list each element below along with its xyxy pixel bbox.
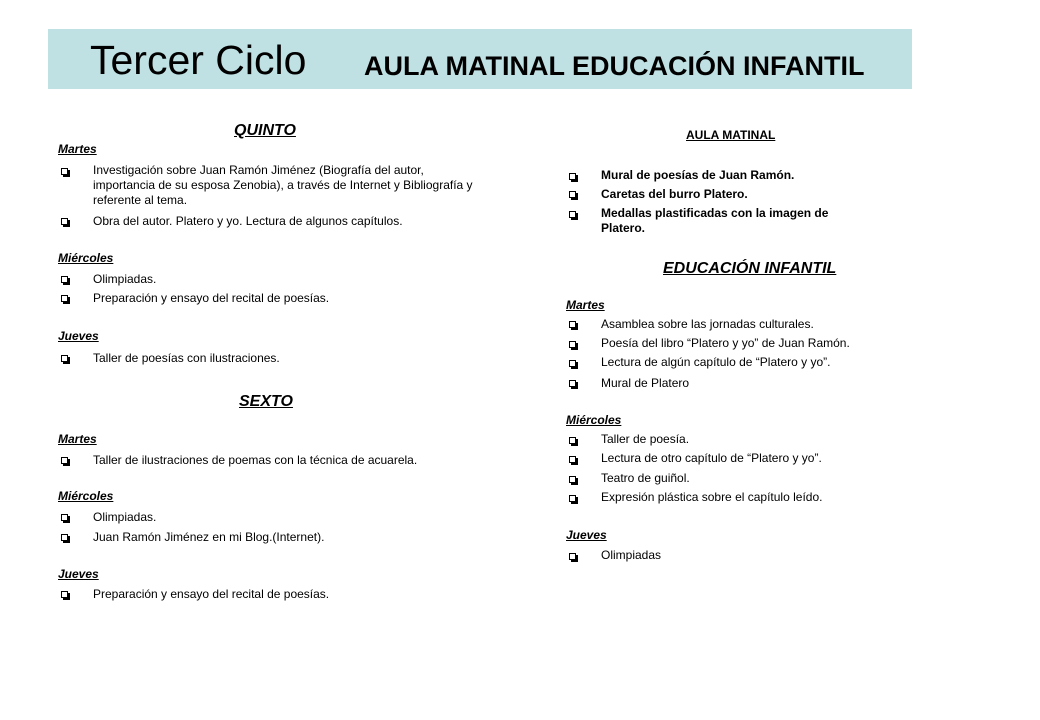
- sexto-miercoles-item-2: Juan Ramón Jiménez en mi Blog.(Internet).: [93, 530, 325, 544]
- aula-heading: AULA MATINAL: [686, 128, 776, 142]
- quinto-heading: QUINTO: [234, 122, 296, 139]
- infantil-miercoles-item-3: Teatro de guiñol.: [601, 471, 690, 485]
- quinto-miercoles-item-2: Preparación y ensayo del recital de poesías.: [93, 291, 330, 305]
- bullet-icon: [61, 218, 68, 225]
- infantil-martes-item-4: Mural de Platero: [601, 376, 690, 390]
- aula-item-2: Caretas del burro Platero.: [601, 187, 748, 201]
- bullet-icon: [569, 341, 576, 348]
- quinto-jueves-label: Jueves: [58, 329, 99, 343]
- quinto-martes-label: Martes: [58, 142, 97, 156]
- quinto-martes-item-1: Investigación sobre Juan Ramón Jiménez (Biografía del autor, importancia de su esposa Zenobia), a través de Internet y Bibliografía y referente al tema.: [93, 163, 473, 207]
- sexto-heading: SEXTO: [239, 393, 293, 410]
- bullet-icon: [569, 360, 576, 367]
- bullet-icon: [569, 437, 576, 444]
- bullet-icon: [61, 457, 68, 464]
- bullet-icon: [569, 476, 576, 483]
- sexto-martes-item-1: Taller de ilustraciones de poemas con la técnica de acuarela.: [93, 453, 418, 467]
- aula-item-1: Mural de poesías de Juan Ramón.: [601, 168, 795, 182]
- infantil-martes-item-1: Asamblea sobre las jornadas culturales.: [601, 317, 814, 331]
- infantil-miercoles-item-4: Expresión plástica sobre el capítulo leído.: [601, 490, 823, 504]
- bullet-icon: [569, 380, 576, 387]
- infantil-jueves-item-1: Olimpiadas: [601, 548, 662, 562]
- bullet-icon: [61, 514, 68, 521]
- quinto-jueves-item-1: Taller de poesías con ilustraciones.: [93, 351, 280, 365]
- bullet-icon: [61, 355, 68, 362]
- bullet-icon: [61, 168, 68, 175]
- infantil-miercoles-label: Miércoles: [566, 413, 622, 427]
- bullet-icon: [569, 495, 576, 502]
- bullet-icon: [569, 173, 576, 180]
- infantil-martes-label: Martes: [566, 298, 605, 312]
- sexto-martes-label: Martes: [58, 432, 97, 446]
- infantil-martes-item-3: Lectura de algún capítulo de “Platero y yo”.: [601, 355, 831, 369]
- banner-title: Tercer Ciclo: [90, 37, 307, 83]
- bullet-icon: [61, 276, 68, 283]
- infantil-miercoles-item-2: Lectura de otro capítulo de “Platero y yo”.: [601, 451, 822, 465]
- bullet-icon: [569, 321, 576, 328]
- title-banner: [48, 29, 912, 89]
- bullet-icon: [569, 553, 576, 560]
- quinto-martes-item-2: Obra del autor. Platero y yo. Lectura de algunos capítulos.: [93, 214, 403, 228]
- infantil-jueves-label: Jueves: [566, 528, 607, 542]
- quinto-miercoles-item-1: Olimpiadas.: [93, 272, 157, 286]
- infantil-miercoles-item-1: Taller de poesía.: [601, 432, 690, 446]
- bullet-icon: [61, 591, 68, 598]
- bullet-icon: [61, 534, 68, 541]
- sexto-jueves-item-1: Preparación y ensayo del recital de poesías.: [93, 587, 330, 601]
- banner-subtitle: AULA MATINAL EDUCACIÓN INFANTIL: [364, 51, 865, 81]
- bullet-icon: [569, 191, 576, 198]
- bullet-icon: [569, 211, 576, 218]
- bullet-icon: [61, 295, 68, 302]
- bullet-icon: [569, 456, 576, 463]
- quinto-miercoles-label: Miércoles: [58, 251, 114, 265]
- sexto-miercoles-label: Miércoles: [58, 489, 114, 503]
- aula-item-3: Medallas plastificadas con la imagen de Platero.: [601, 206, 829, 235]
- infantil-heading: EDUCACIÓN INFANTIL: [663, 260, 837, 277]
- infantil-martes-item-2: Poesía del libro “Platero y yo” de Juan Ramón.: [601, 336, 850, 350]
- sexto-miercoles-item-1: Olimpiadas.: [93, 510, 157, 524]
- sexto-jueves-label: Jueves: [58, 567, 99, 581]
